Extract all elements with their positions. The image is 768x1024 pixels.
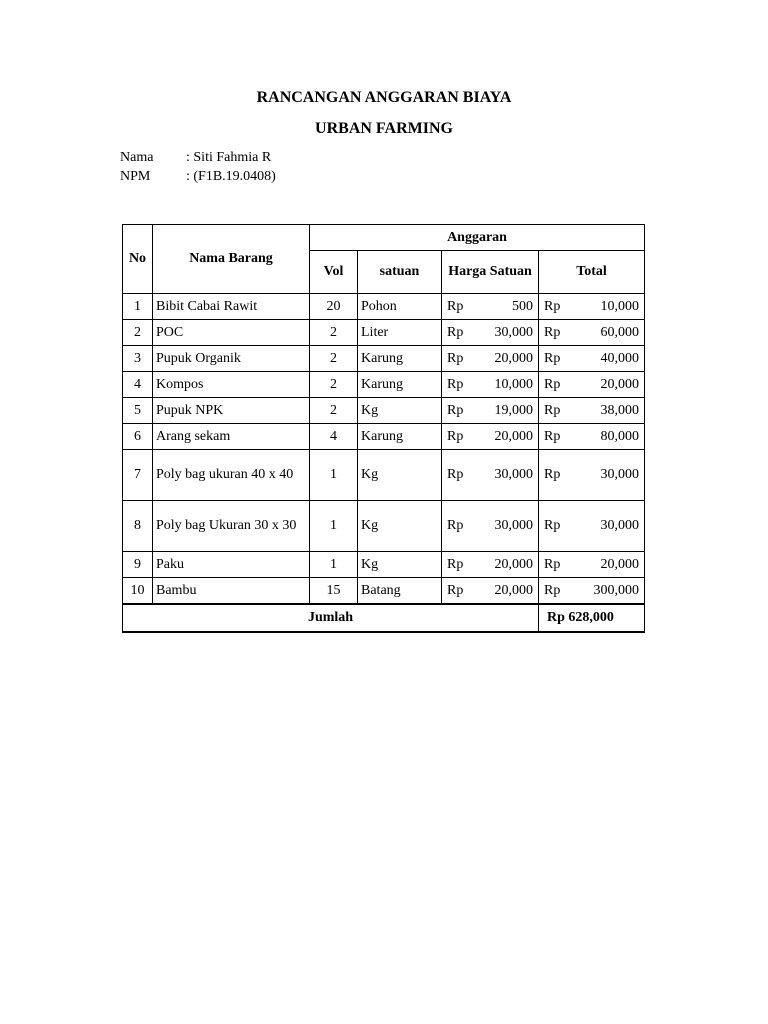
- total-amount: 20,000: [600, 556, 640, 572]
- harga-amount: 20,000: [494, 350, 533, 366]
- total-amount: 30,000: [600, 467, 640, 482]
- header-vol: Vol: [310, 251, 358, 294]
- row-total: [539, 578, 645, 605]
- total-amount: 40,000: [600, 350, 640, 366]
- currency-label: Rp: [544, 350, 561, 366]
- total-amount: 80,000: [600, 428, 640, 444]
- currency-label: Rp: [447, 467, 464, 482]
- row-vol: 1: [310, 501, 358, 552]
- row-satuan: Batang: [358, 578, 442, 605]
- table-row: [123, 501, 645, 552]
- harga-amount: 30,000: [494, 518, 533, 533]
- row-no: 7: [123, 450, 153, 501]
- row-no: 5: [123, 398, 153, 424]
- row-no: 2: [123, 320, 153, 346]
- currency-label: Rp: [447, 556, 464, 572]
- row-nama-barang: Paku: [153, 552, 310, 578]
- row-satuan: Kg: [358, 501, 442, 552]
- row-nama-barang: Bibit Cabai Rawit: [153, 294, 310, 320]
- row-total: [539, 346, 645, 372]
- header-harga-satuan: Harga Satuan: [442, 251, 539, 294]
- harga-amount: 30,000: [494, 324, 533, 340]
- row-satuan: Karung: [358, 372, 442, 398]
- row-satuan: Kg: [358, 398, 442, 424]
- harga-amount: 500: [512, 298, 533, 314]
- row-nama-barang: Pupuk NPK: [153, 398, 310, 424]
- harga-amount: 20,000: [494, 582, 533, 598]
- row-total: [539, 501, 645, 552]
- harga-amount: 20,000: [494, 556, 533, 572]
- row-satuan: Liter: [358, 320, 442, 346]
- row-total: [539, 294, 645, 320]
- currency-label: Rp: [544, 582, 561, 598]
- table-row: [123, 372, 645, 398]
- row-harga-satuan: [442, 578, 539, 605]
- row-nama-barang: Kompos: [153, 372, 310, 398]
- row-harga-satuan: [442, 372, 539, 398]
- currency-label: Rp: [544, 376, 561, 392]
- row-no: 10: [123, 578, 153, 605]
- total-amount: 38,000: [600, 402, 640, 418]
- nama-label: Nama: [120, 150, 154, 165]
- header-satuan: satuan: [358, 251, 442, 294]
- row-no: 8: [123, 501, 153, 552]
- table-row: [123, 294, 645, 320]
- document-title: RANCANGAN ANGGARAN BIAYA: [256, 89, 512, 106]
- currency-label: Rp: [447, 518, 464, 533]
- row-satuan: Karung: [358, 346, 442, 372]
- row-nama-barang: Pupuk Organik: [153, 346, 310, 372]
- row-nama-barang: Bambu: [153, 578, 310, 605]
- total-amount: 30,000: [600, 518, 640, 533]
- row-total: [539, 424, 645, 450]
- total-amount: 10,000: [600, 298, 640, 314]
- currency-label: Rp: [544, 556, 561, 572]
- currency-label: Rp: [544, 428, 561, 444]
- row-no: 6: [123, 424, 153, 450]
- npm-value: : (F1B.19.0408): [186, 169, 276, 184]
- row-harga-satuan: [442, 398, 539, 424]
- row-total: [539, 372, 645, 398]
- row-vol: 4: [310, 424, 358, 450]
- total-amount: 20,000: [600, 376, 640, 392]
- header-anggaran: Anggaran: [310, 225, 645, 251]
- jumlah-label: Jumlah: [123, 604, 539, 632]
- table-row: [123, 398, 645, 424]
- harga-amount: 20,000: [494, 428, 533, 444]
- row-no: 4: [123, 372, 153, 398]
- currency-label: Rp: [447, 402, 464, 418]
- row-satuan: Pohon: [358, 294, 442, 320]
- currency-label: Rp: [544, 518, 561, 533]
- row-harga-satuan: [442, 346, 539, 372]
- table-row: [123, 346, 645, 372]
- row-no: 9: [123, 552, 153, 578]
- row-vol: 2: [310, 372, 358, 398]
- nama-line: [120, 150, 271, 166]
- table-row: [123, 424, 645, 450]
- row-no: 3: [123, 346, 153, 372]
- row-total: [539, 320, 645, 346]
- header-no: No: [123, 225, 153, 294]
- currency-label: Rp: [447, 350, 464, 366]
- row-total: [539, 398, 645, 424]
- row-nama-barang: Arang sekam: [153, 424, 310, 450]
- nama-value: : Siti Fahmia R: [186, 150, 272, 165]
- row-vol: 2: [310, 346, 358, 372]
- table-row: [123, 578, 645, 605]
- currency-label: Rp: [544, 324, 561, 340]
- table-row: [123, 552, 645, 578]
- row-vol: 20: [310, 294, 358, 320]
- currency-label: Rp: [544, 298, 561, 314]
- table-row: [123, 450, 645, 501]
- jumlah-total: Rp 628,000: [539, 604, 645, 632]
- row-nama-barang: Poly bag Ukuran 30 x 30: [153, 501, 310, 552]
- row-no: 1: [123, 294, 153, 320]
- total-amount: 300,000: [593, 582, 640, 598]
- npm-line: [120, 169, 276, 185]
- row-satuan: Karung: [358, 424, 442, 450]
- row-vol: 1: [310, 450, 358, 501]
- header-total: Total: [539, 251, 645, 294]
- table-row: [123, 320, 645, 346]
- currency-label: Rp: [544, 467, 561, 482]
- row-harga-satuan: [442, 294, 539, 320]
- header-nama-barang: Nama Barang: [153, 225, 310, 294]
- row-nama-barang: Poly bag ukuran 40 x 40: [153, 450, 310, 501]
- currency-label: Rp: [447, 376, 464, 392]
- row-harga-satuan: [442, 320, 539, 346]
- harga-amount: 19,000: [494, 402, 533, 418]
- row-satuan: Kg: [358, 450, 442, 501]
- currency-label: Rp: [447, 428, 464, 444]
- document-subtitle: URBAN FARMING: [315, 120, 453, 137]
- row-satuan: Kg: [358, 552, 442, 578]
- row-vol: 2: [310, 398, 358, 424]
- row-vol: 2: [310, 320, 358, 346]
- row-vol: 15: [310, 578, 358, 605]
- row-vol: 1: [310, 552, 358, 578]
- currency-label: Rp: [544, 402, 561, 418]
- row-total: [539, 450, 645, 501]
- harga-amount: 10,000: [494, 376, 533, 392]
- currency-label: Rp: [447, 582, 464, 598]
- row-harga-satuan: [442, 501, 539, 552]
- npm-label: NPM: [120, 169, 151, 184]
- row-harga-satuan: [442, 552, 539, 578]
- total-amount: 60,000: [600, 324, 640, 340]
- harga-amount: 30,000: [494, 467, 533, 482]
- budget-table: [122, 224, 645, 633]
- row-harga-satuan: [442, 424, 539, 450]
- currency-label: Rp: [447, 298, 464, 314]
- row-harga-satuan: [442, 450, 539, 501]
- currency-label: Rp: [447, 324, 464, 340]
- row-nama-barang: POC: [153, 320, 310, 346]
- row-total: [539, 552, 645, 578]
